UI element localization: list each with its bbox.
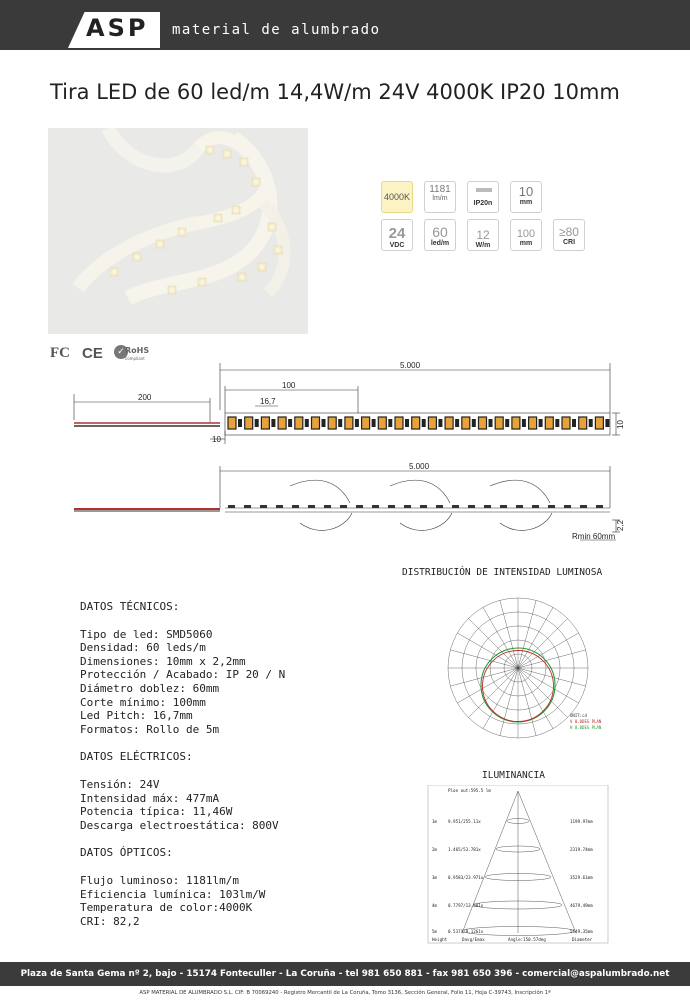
polar-spoke (518, 668, 579, 703)
led-chip (412, 417, 420, 429)
ilum-left: 1.465/53.781x (448, 847, 481, 852)
strip-pad (292, 505, 299, 508)
polar-diagram (418, 585, 608, 755)
strip-pad (580, 505, 587, 508)
resistor (489, 419, 493, 427)
tech-line: Tipo de led: SMD5060 (80, 627, 213, 641)
power-icon: 12 W/m (467, 219, 499, 251)
logo: ASP (86, 14, 149, 42)
product-photo (48, 128, 308, 334)
ip-rating-icon: IP20n (467, 181, 499, 213)
resistor (288, 419, 292, 427)
elec-line: Descarga electroestática: 800V (80, 818, 279, 832)
strip-pad (276, 505, 283, 508)
strip-pad (468, 505, 475, 508)
ce-logo: CE (82, 345, 103, 362)
elec-line: Potencia típica: 11,46W (80, 805, 233, 819)
led-chip (261, 417, 269, 429)
led-chip (312, 417, 320, 429)
led-chip (428, 417, 436, 429)
ilum-col-diameter: Diameter (572, 937, 593, 942)
header-tagline: material de alumbrado (172, 22, 381, 38)
led-chip (278, 417, 286, 429)
strip-pad (484, 505, 491, 508)
rohs-logo: ✓ RoHS compliant (114, 345, 150, 365)
strip-pad (516, 505, 523, 508)
polar-spoke (500, 668, 518, 736)
ilum-right: 1199.97mm (570, 819, 593, 824)
led-chip (395, 417, 403, 429)
dim-rmin: Rmin 60mm (572, 532, 616, 541)
led-chip (479, 417, 487, 429)
led-chip (362, 417, 370, 429)
resistor (388, 419, 392, 427)
strip-pad (308, 505, 315, 508)
cri-icon: ≥80 CRI (553, 219, 585, 251)
led-chip (245, 417, 253, 429)
resistor (255, 419, 259, 427)
ilum-top: Ploe out:595.5 lm (448, 788, 491, 793)
ilum-h: 3m (432, 875, 438, 880)
ilum-left: 0.9583/23.971x (448, 875, 484, 880)
led-chip (512, 417, 520, 429)
footer-address: Plaza de Santa Gema nº 2, bajo - 15174 Fonteculler - La Coruña - tel 981 650 881 - fax 981 650 396 - comercial@aspalumbrado.net (0, 962, 690, 986)
strip-pad (596, 505, 603, 508)
polar-legend-v: V 0.0DEG PLAN (570, 719, 602, 724)
dim-cut-length: 100 (282, 381, 296, 390)
strip-pad (436, 505, 443, 508)
rohs-check-icon: ✓ (114, 345, 128, 359)
page-title: Tira LED de 60 led/m 14,4W/m 24V 4000K IP20 10mm (50, 80, 620, 104)
footer-legal: ASP MATERIAL DE ALUMBRADO S.L. CIF: B 70069240 - Registro Mercantil de La Coruña, Tomo 3136, Sección General, Folio 11, Hoja C-39743, Inscripción 1ª (139, 990, 551, 996)
resistor (605, 419, 609, 427)
tech-line: Protección / Acabado: IP 20 / N (80, 668, 286, 682)
cut-length-icon: 100 mm (510, 219, 542, 251)
dim-cable: 200 (138, 393, 152, 402)
tech-line: Dimensiones: 10mm x 2,2mm (80, 654, 246, 668)
strip-pad (372, 505, 379, 508)
resistor (372, 419, 376, 427)
polar-spoke (483, 607, 518, 668)
dim-pitch: 16,7 (260, 397, 276, 406)
color-temperature-icon: 4000K (381, 181, 413, 213)
strip-pad (324, 505, 331, 508)
polar-spoke (518, 633, 579, 668)
datasheet-text (80, 600, 285, 942)
tech-line: Densidad: 60 leds/m (80, 641, 206, 655)
resistor (338, 419, 342, 427)
ilum-h: 1m (432, 819, 438, 824)
resistor (405, 419, 409, 427)
led-chip (328, 417, 336, 429)
strip-pad (564, 505, 571, 508)
dim-total-length-2: 5.000 (409, 462, 430, 471)
ilum-left: 0.7797/13.601x (448, 903, 484, 908)
led-chip (595, 417, 603, 429)
lumens-icon: 1181 lm/m (424, 181, 456, 213)
ilum-h: 2m (432, 847, 438, 852)
polar-unit: UNIT:cd (570, 713, 587, 718)
elec-line: Intensidad máx: 477mA (80, 791, 220, 805)
tech-line: Led Pitch: 16,7mm (80, 709, 193, 723)
ilum-right: 3529.61mm (570, 875, 593, 880)
ilum-h: 4m (432, 903, 438, 908)
led-chip (445, 417, 453, 429)
ilum-col-height: Height (432, 937, 448, 942)
opt-line: CRI: 82,2 (80, 914, 140, 928)
strip-pad (500, 505, 507, 508)
strip-pad (260, 505, 267, 508)
strip-pad (244, 505, 251, 508)
technical-drawing (60, 358, 640, 552)
polar-spoke (518, 650, 586, 668)
led-chip (345, 417, 353, 429)
opt-line: Flujo luminoso: 1181lm/m (80, 873, 239, 887)
tech-list (80, 628, 285, 737)
opt-list (80, 874, 285, 928)
led-chip (562, 417, 570, 429)
strip-pad (420, 505, 427, 508)
polar-spoke (518, 668, 553, 729)
led-chip (378, 417, 386, 429)
resistor (522, 419, 526, 427)
strip-pad (340, 505, 347, 508)
dim-total-length: 5.000 (400, 361, 421, 370)
led-chip (462, 417, 470, 429)
resistor (438, 419, 442, 427)
resistor (589, 419, 593, 427)
resistor (238, 419, 242, 427)
ilum-col-angle: Angle:150.57deg (508, 937, 546, 942)
voltage-icon: 24 VDC (381, 219, 413, 251)
elec-list (80, 778, 285, 832)
resistor (305, 419, 309, 427)
polar-spoke (483, 668, 518, 729)
polar-spoke (457, 633, 518, 668)
tech-line: Corte mínimo: 100mm (80, 695, 206, 709)
tech-line: Diámetro doblez: 60mm (80, 681, 220, 695)
strip-pad (452, 505, 459, 508)
polar-spoke (457, 668, 518, 703)
elec-line: Tensión: 24V (80, 777, 160, 791)
polar-spoke (518, 668, 567, 717)
dim-width: 10 (616, 420, 625, 429)
elec-title: DATOS ELÉCTRICOS: (80, 750, 193, 764)
led-chip (579, 417, 587, 429)
tech-line: Formatos: Rollo de 5m (80, 722, 220, 736)
resistor (455, 419, 459, 427)
strip-pad (532, 505, 539, 508)
tech-title: DATOS TÉCNICOS: (80, 600, 180, 613)
dim-thickness: 2,2 (616, 519, 625, 531)
strip-pad (228, 505, 235, 508)
polar-spoke (500, 600, 518, 668)
resistor (555, 419, 559, 427)
strip-pad (356, 505, 363, 508)
polar-spoke (518, 668, 536, 736)
width-icon: 10 mm (510, 181, 542, 213)
strip-pad (548, 505, 555, 508)
led-chip (295, 417, 303, 429)
resistor (422, 419, 426, 427)
resistor (355, 419, 359, 427)
ilum-right: 5549.35mm (570, 929, 593, 934)
ilum-right: 4679.49mm (570, 903, 593, 908)
ilum-col-davg: Davg/Emax (462, 937, 485, 942)
led-chip (529, 417, 537, 429)
ilum-h: 5m (432, 929, 438, 934)
opt-line: Temperatura de color:4000K (80, 901, 253, 915)
header-bar (0, 0, 690, 50)
ilum-title: ILUMINANCIA (482, 770, 545, 781)
polar-spoke (469, 668, 518, 717)
strip-pad (388, 505, 395, 508)
polar-spoke (450, 650, 518, 668)
led-density-icon: 60 led/m (424, 219, 456, 251)
illuminance-diagram (420, 785, 610, 950)
led-chip (495, 417, 503, 429)
resistor (572, 419, 576, 427)
led-chip (228, 417, 236, 429)
resistor (472, 419, 476, 427)
led-chip (545, 417, 553, 429)
resistor (539, 419, 543, 427)
opt-title: DATOS ÓPTICOS: (80, 846, 173, 860)
strip-pad (404, 505, 411, 508)
dim-offset: 10 (212, 435, 221, 444)
resistor (505, 419, 509, 427)
ilum-left: 0.5371/8.1261x (448, 929, 484, 934)
polar-legend-h: H 0.0DEG PLAN (570, 725, 602, 730)
polar-title: DISTRIBUCIÓN DE INTENSIDAD LUMINOSA (402, 567, 603, 578)
resistor (271, 419, 275, 427)
ilum-right: 2319.74mm (570, 847, 593, 852)
fc-logo: FC (50, 345, 70, 361)
resistor (322, 419, 326, 427)
opt-line: Eficiencia lumínica: 103lm/W (80, 887, 266, 901)
polar-spoke (518, 607, 553, 668)
polar-spoke (518, 600, 536, 668)
ilum-left: 9.951/255.11x (448, 819, 481, 824)
